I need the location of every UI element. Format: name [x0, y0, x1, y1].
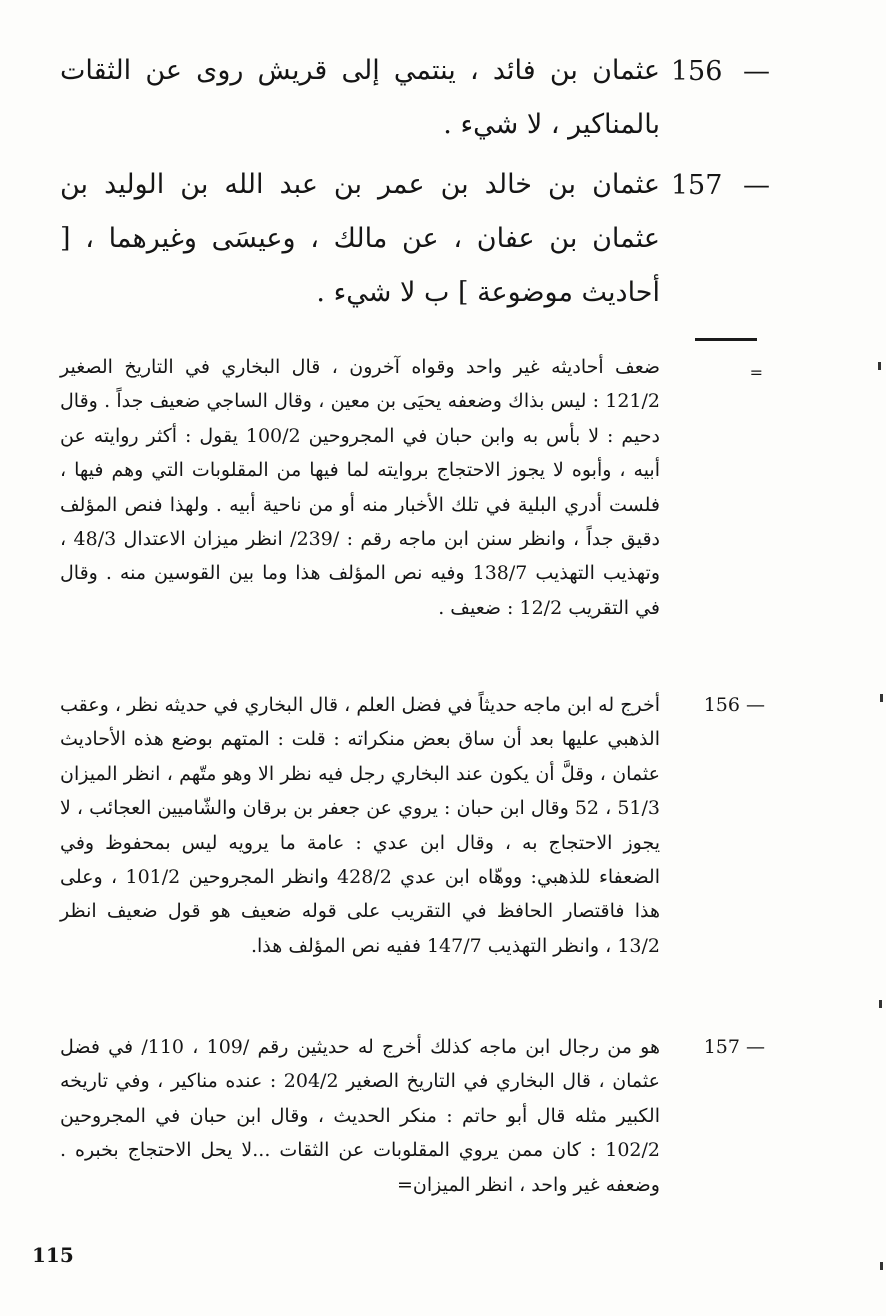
entry-text: عثمان بن فائد ، ينتمي إلى قريش روى عن الثقات بالمناكير ، لا شيء . — [60, 55, 660, 140]
footnote-text: ضعف أحاديثه غير واحد وقواه آخرون ، قال البخاري في التاريخ الصغير 121/2 : ليس بذاك وضعفه يحيَى بن معين ، وقال الساجي ضعيف جداً . وقال دحيم : لا بأس به وابن حبان في المجروحين 100/2 يقول : أكثر روايته عن أبيه ، وأبوه لا يجوز الاحتجاج بروايته لما فيها من المقلوبات التي وهم فيها ، فلست أدري البلية في تلك الأخبار منه أو من ناحية أبيه . ولهذا فنص المؤلف دقيق جداً ، وانظر سنن ابن ماجه رقم : /239/ انظر ميزان الاعتدال 48/3 ، وتهذيب التهذيب 138/7 وفيه نص المؤلف هذا وما بين القوسين منه . وقال في التقريب 12/2 : ضعيف . — [60, 356, 660, 619]
footnote-text: أخرج له ابن ماجه حديثاً في فضل العلم ، قال البخاري في حديثه نظر ، وعقب الذهبي عليها بعد أن ساق بعض منكراته : قلت : المتهم بوضع هذه الأحاديث عثمان ، وقلَّ أن يكون عند البخاري رجل فيه نظر الا وهو متّهم ، انظر الميزان 51/3 ، 52 وقال ابن حبان : يروي عن جعفر بن برقان والشّاميين العجائب ، لا يجوز الاحتجاج به ، وقال ابن عدي : عامة ما يرويه ليس بمحفوظ وفي الضعفاء للذهبي: ووهّاه ابن عدي 428/2 وانظر المجروحين 101/2 ، وعلى هذا فاقتصار الحافظ في التقريب على قوله ضعيف هو قول ضعيف انظر 13/2 ، وانظر التهذيب 147/7 ففيه نص المؤلف هذا. — [60, 694, 660, 957]
footnote-number: 157 — — [703, 1036, 765, 1058]
scan-edge-mark — [880, 1262, 883, 1270]
entry-number: 157 — — [670, 170, 770, 201]
footnote-text: هو من رجال ابن ماجه كذلك أخرج له حديثين رقم /109 ، 110/ في فضل عثمان ، قال البخاري في التاريخ الصغير 204/2 : عنده مناكير ، وفي تاريخه الكبير مثله قال أبو حاتم : منكر الحديث ، وقال ابن حبان في المجروحين 102/2 : كان ممن يروي المقلوبات عن الثقات ...لا يحل الاحتجاج بخبره . وضعفه غير واحد ، انظر الميزان= — [60, 1036, 660, 1196]
footnote-number: 156 — — [703, 694, 765, 716]
main-entry-157 — [60, 158, 770, 320]
scan-edge-mark — [879, 1000, 882, 1008]
entry-text: عثمان بن خالد بن عمر بن عبد الله بن الوليد بن عثمان بن عفان ، عن مالك ، وعيسَى وغيرهما ، [ أحاديث موضوعة ] ب لا شيء . — [60, 169, 660, 308]
scan-edge-mark — [878, 362, 881, 370]
footnote-157 — [60, 1030, 765, 1202]
footnote-separator — [695, 338, 757, 341]
entry-number: 156 — — [670, 56, 770, 87]
page-number: 115 — [32, 1243, 74, 1267]
footnote-continuation — [60, 350, 765, 625]
scan-edge-mark — [880, 694, 883, 702]
continuation-mark: = — [749, 363, 763, 382]
footnote-156 — [60, 688, 765, 963]
main-entry-156 — [60, 44, 770, 152]
